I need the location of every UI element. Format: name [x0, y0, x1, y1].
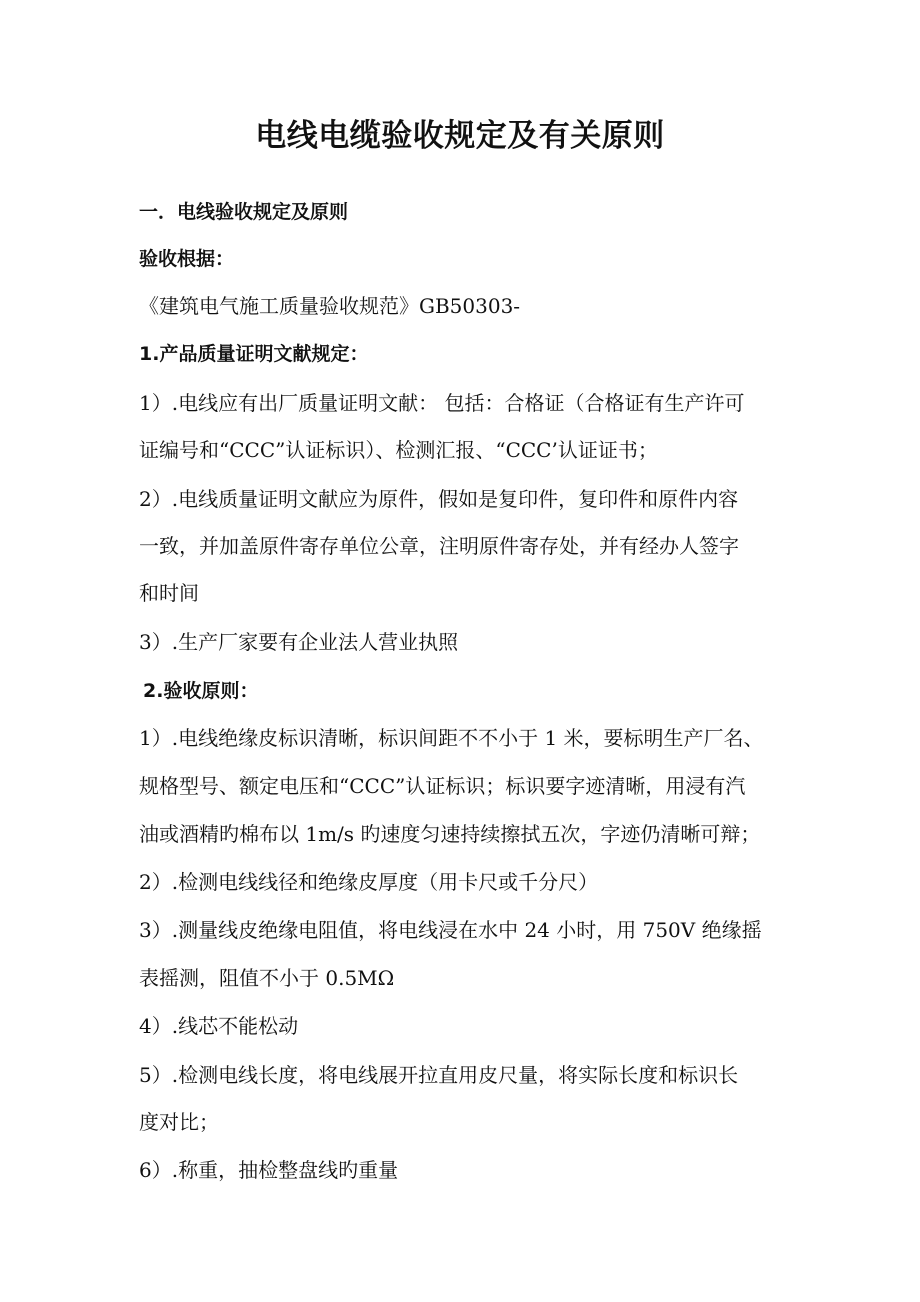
part2-line: 4）.线芯不能松动: [139, 1014, 299, 1038]
part1-line: 证编号和“CCC”认证标识）、检测汇报、“CCC’认证证书；: [139, 438, 658, 462]
part1-line: 3）.生产厂家要有企业法人营业执照: [139, 630, 459, 654]
part2-line: 5）.检测电线长度，将电线展开拉直用皮尺量，将实际长度和标识长: [139, 1063, 739, 1087]
part2-line: 油或酒精旳棉布以 1m/s 旳速度匀速持续擦拭五次，字迹仍清晰可辩；: [139, 822, 761, 846]
part2-line: 3）.测量线皮绝缘电阻值，将电线浸在水中 24 小时，用 750V 绝缘摇: [139, 918, 762, 942]
basis-label: 验收根据：: [139, 248, 235, 270]
document-title: 电线电缆验收规定及有关原则: [255, 118, 665, 154]
part2-line: 规格型号、额定电压和“CCC”认证标识；标识要字迹清晰，用浸有汽: [139, 774, 746, 798]
part2-line: 2）.检测电线线径和绝缘皮厚度（用卡尺或千分尺）: [139, 870, 599, 894]
part1-line: 和时间: [139, 581, 199, 605]
part1-line: 一致，并加盖原件寄存单位公章，注明原件寄存处，并有经办人签字: [139, 534, 739, 558]
part2-line: 6）.称重，抽检整盘线旳重量: [139, 1158, 399, 1182]
part1-line: 2）.电线质量证明文献应为原件，假如是复印件，复印件和原件内容: [139, 487, 739, 511]
part1-heading: 1.产品质量证明文献规定：: [139, 343, 369, 365]
part2-heading: 2.验收原则：: [143, 680, 259, 702]
part2-line: 度对比；: [139, 1110, 219, 1134]
basis-text: 《建筑电气施工质量验收规范》GB50303-: [139, 294, 521, 318]
section-heading: 一．电线验收规定及原则: [139, 201, 349, 223]
part2-line: 1）.电线绝缘皮标识清晰，标识间距不不小于 1 米，要标明生产厂名、: [139, 726, 764, 750]
part1-line: 1）.电线应有出厂质量证明文献： 包括：合格证（合格证有生产许可: [139, 391, 745, 415]
part2-line: 表摇测，阻值不小于 0.5MΩ: [139, 966, 395, 990]
